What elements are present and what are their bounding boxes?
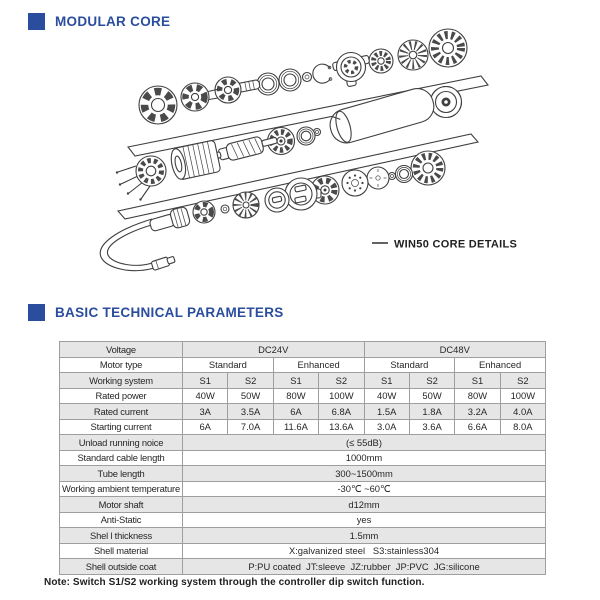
bearing-icon — [279, 69, 301, 91]
param-value: 300~1500mm — [183, 466, 546, 482]
stator-core-icon — [169, 140, 221, 181]
table-row — [60, 342, 546, 358]
end-cap-icon — [139, 86, 177, 124]
param-value: 6A — [183, 419, 228, 435]
param-value: S1 — [455, 373, 500, 389]
param-value: DC48V — [364, 342, 546, 358]
param-value: 3A — [183, 404, 228, 420]
table-row — [60, 419, 546, 435]
param-label: Rated power — [60, 388, 183, 404]
param-value: 50W — [228, 388, 273, 404]
param-value: 1000mm — [183, 450, 546, 466]
param-label: Working system — [60, 373, 183, 389]
param-value: 6.6A — [455, 419, 500, 435]
param-value: 80W — [273, 388, 318, 404]
param-value: 40W — [183, 388, 228, 404]
splined-gear-shaft-icon — [215, 77, 260, 103]
table-row — [60, 543, 546, 559]
param-value: 13.6A — [319, 419, 364, 435]
table-row — [60, 528, 546, 544]
end-bell-icon — [431, 87, 462, 118]
table-row — [60, 512, 546, 528]
param-value: 3.5A — [228, 404, 273, 420]
table-row — [60, 497, 546, 513]
section-title-basic-params: BASIC TECHNICAL PARAMETERS — [55, 305, 284, 320]
param-value: 3.0A — [364, 419, 409, 435]
param-label: Voltage — [60, 342, 183, 358]
washer-icon — [303, 73, 312, 82]
section-marker-icon — [28, 304, 45, 321]
gear-hub-icon — [193, 201, 215, 223]
param-label: Motor shaft — [60, 497, 183, 513]
param-value: 6.8A — [319, 404, 364, 420]
note-text: Note: Switch S1/S2 working system through the controller dip switch function. — [44, 577, 425, 588]
param-label: Unload running noice — [60, 435, 183, 451]
param-value: (≤ 55dB) — [183, 435, 546, 451]
param-value: 3.6A — [409, 419, 454, 435]
param-value: Enhanced — [273, 357, 364, 373]
param-value: 1.5mm — [183, 528, 546, 544]
param-value: X:galvanized steel S3:stainless304 — [183, 543, 546, 559]
param-label: Working ambient temperature — [60, 481, 183, 497]
param-value: 1.8A — [409, 404, 454, 420]
param-value: 100W — [319, 388, 364, 404]
param-value: S2 — [409, 373, 454, 389]
param-value: 40W — [364, 388, 409, 404]
param-label: Shel l thickness — [60, 528, 183, 544]
param-value: DC24V — [183, 342, 365, 358]
param-value: d12mm — [183, 497, 546, 513]
bearing-cage-icon — [429, 29, 467, 67]
param-value: S2 — [500, 373, 545, 389]
bearing-icon — [297, 127, 315, 145]
table-row — [60, 481, 546, 497]
fin-wheel-icon — [233, 192, 259, 218]
finned-heatsink-icon — [398, 40, 428, 70]
param-value: -30℃ ~60℃ — [183, 481, 546, 497]
splined-shaft-icon — [148, 206, 191, 235]
table-row — [60, 373, 546, 389]
param-value: 1.5A — [364, 404, 409, 420]
param-value: 7.0A — [228, 419, 273, 435]
param-label: Standard cable length — [60, 450, 183, 466]
brush-holder-pins-icon — [116, 156, 166, 201]
param-label: Motor type — [60, 357, 183, 373]
param-value: Enhanced — [455, 357, 546, 373]
param-value: S1 — [273, 373, 318, 389]
diagram-caption-label: WIN50 CORE DETAILS — [394, 238, 518, 251]
diagram-caption — [372, 239, 517, 251]
c-clip-icon — [313, 64, 332, 83]
param-value: 100W — [500, 388, 545, 404]
param-value: S2 — [319, 373, 364, 389]
param-value: 6A — [273, 404, 318, 420]
bearing-icon — [257, 73, 279, 95]
param-value: 8.0A — [500, 419, 545, 435]
param-value: S2 — [228, 373, 273, 389]
section-header-basic-params — [28, 304, 284, 321]
bearing-cage-icon — [411, 151, 445, 185]
param-value: Standard — [183, 357, 274, 373]
param-label: Rated current — [60, 404, 183, 420]
param-value: 4.0A — [500, 404, 545, 420]
splined-bearing-icon — [369, 49, 393, 73]
param-value: yes — [183, 512, 546, 528]
washer-icon — [221, 205, 229, 213]
housing-cover-icon — [332, 53, 369, 87]
param-label: Tube length — [60, 466, 183, 482]
spider-coupling-icon — [181, 83, 219, 111]
technical-parameters-table — [59, 341, 546, 575]
plain-disc-icon — [367, 167, 389, 189]
table-row — [60, 435, 546, 451]
perforated-disc-icon — [342, 170, 368, 196]
param-label: Anti-Static — [60, 512, 183, 528]
table-row — [60, 559, 546, 575]
section-title-modular-core: MODULAR CORE — [55, 14, 171, 29]
param-label: Shell outside coat — [60, 559, 183, 575]
table-row — [60, 357, 546, 373]
param-label: Shell material — [60, 543, 183, 559]
table-row — [60, 388, 546, 404]
param-value: 3.2A — [455, 404, 500, 420]
washer-icon — [389, 173, 396, 180]
param-value: 11.6A — [273, 419, 318, 435]
motor-tube-icon — [326, 85, 437, 147]
bearing-icon — [396, 166, 413, 183]
param-value: 50W — [409, 388, 454, 404]
param-value: S1 — [364, 373, 409, 389]
param-value: P:PU coated JT:sleeve JZ:rubber JP:PVC JG:silicone — [183, 559, 546, 575]
table-row — [60, 466, 546, 482]
parameters-table — [59, 341, 546, 575]
param-value: Standard — [364, 357, 455, 373]
table-row — [60, 404, 546, 420]
param-value: S1 — [183, 373, 228, 389]
param-label: Starting current — [60, 419, 183, 435]
table-row — [60, 450, 546, 466]
param-value: 80W — [455, 388, 500, 404]
small-cup-housing-icon — [265, 188, 289, 212]
